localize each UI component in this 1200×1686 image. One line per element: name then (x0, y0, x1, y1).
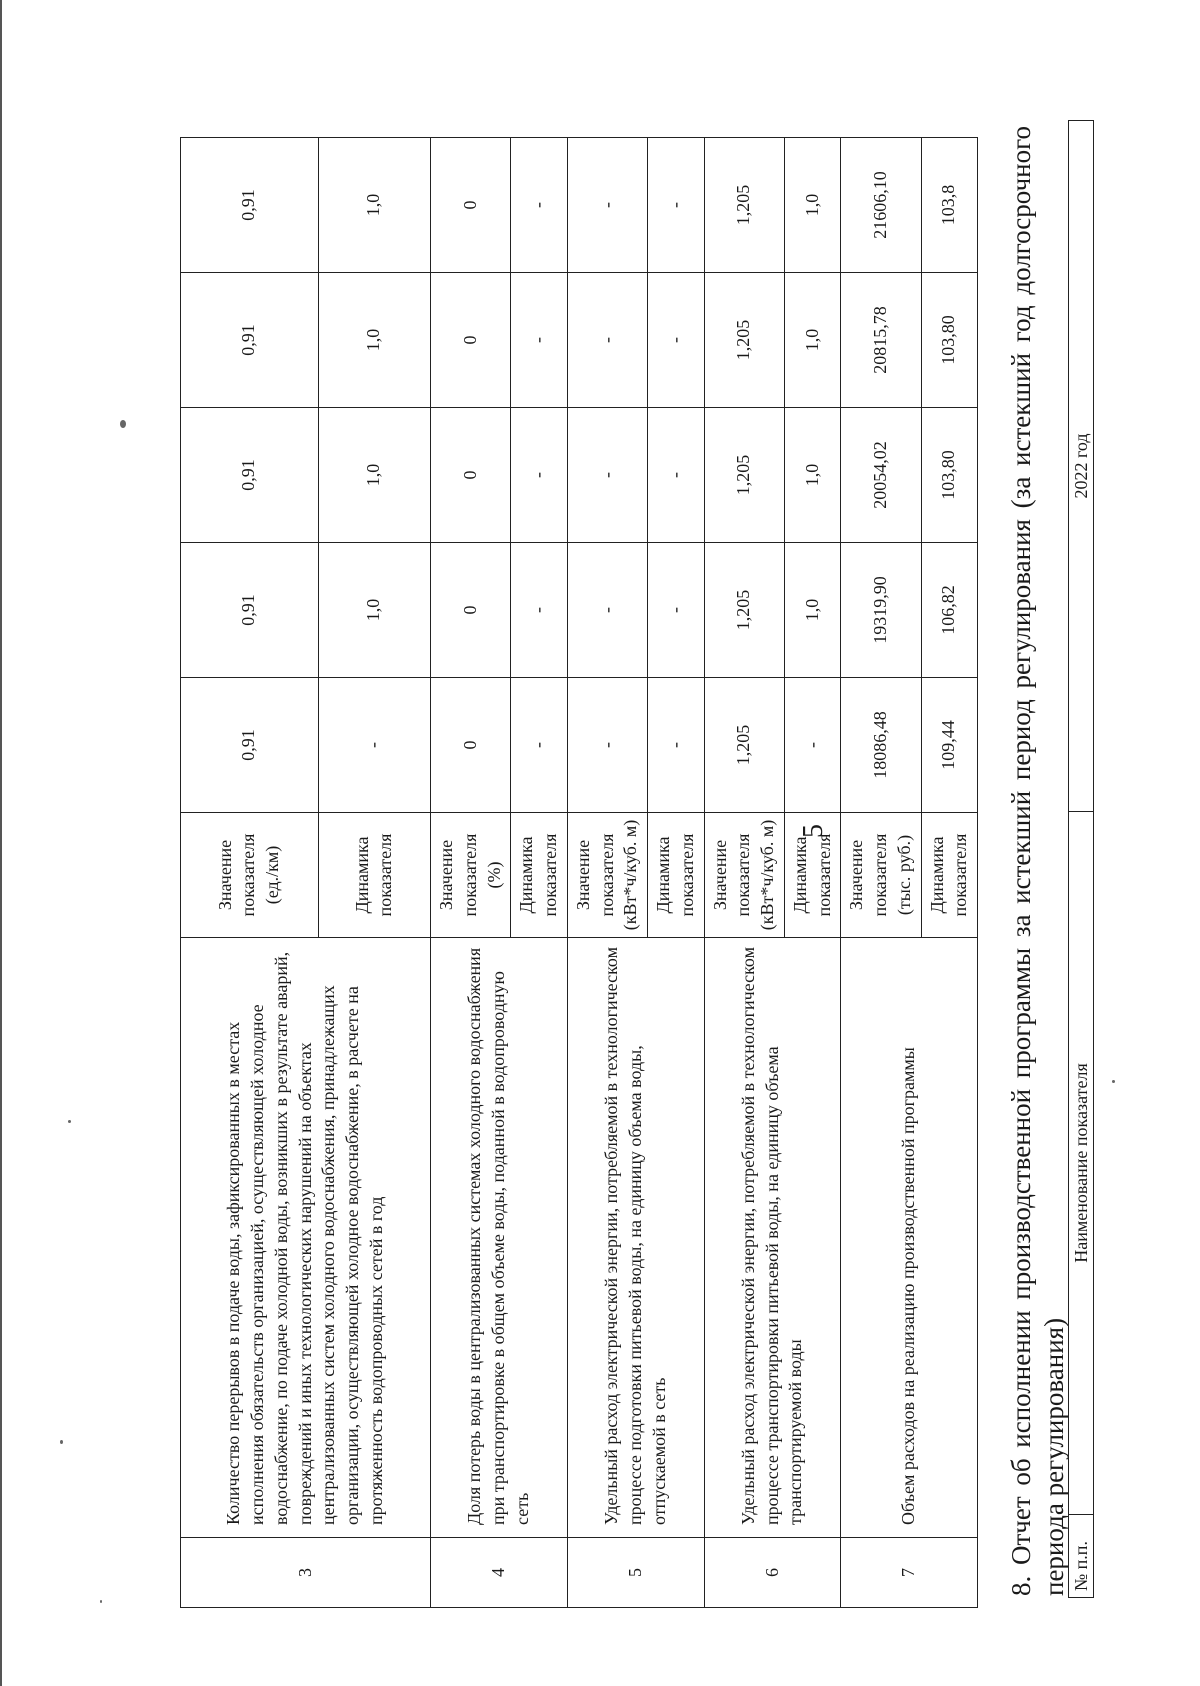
indicator-value: - (648, 678, 705, 813)
indicator-value: 0 (431, 408, 511, 543)
indicator-value: 1,205 (704, 273, 784, 408)
row-number: 5 (567, 1538, 704, 1608)
table-row (841, 138, 921, 1608)
indicator-value: 1,0 (318, 138, 431, 273)
row-number: 7 (841, 1538, 978, 1608)
indicator-value: 0 (431, 543, 511, 678)
indicator-value: - (648, 408, 705, 543)
indicator-value: 1,205 (704, 543, 784, 678)
col-name-header: Наименование показателя (1069, 812, 1094, 1515)
indicator-value: 1,0 (318, 543, 431, 678)
indicator-value: 1,205 (704, 138, 784, 273)
indicator-unit: Значение показателя (%) (431, 813, 511, 938)
table-header-row (1069, 121, 1094, 1598)
indicators-table (180, 137, 978, 1608)
indicator-value: 103,80 (921, 273, 978, 408)
indicator-value: 103,8 (921, 138, 978, 273)
indicator-value: - (648, 543, 705, 678)
indicator-value: - (567, 408, 647, 543)
indicator-value: - (567, 138, 647, 273)
indicator-value: 109,44 (921, 678, 978, 813)
indicator-value: 0 (431, 138, 511, 273)
indicator-name: Удельный расход электрической энергии, потребляемой в технологическом процессе транспортировки питьевой воды, на единицу объема транспортируемой воды (704, 938, 841, 1538)
section-heading: 8. Отчет об исполнении производственной программы за истекший период регулирования (за истекший год долгосрочного периода регулирования) (1006, 126, 1069, 1596)
indicator-value: - (648, 138, 705, 273)
indicator-name: Количество перерывов в подаче воды, зафиксированных в местах исполнения обязательств организацией, осуществляющей холодное водоснабжение, по подаче холодной воды, возникших в результате аварий, повреждений и иных технологических нарушений на объектах централизованных систем холодного водоснабжения, принадлежащих организации, осуществляющей холодное водоснабжение, в расчете на протяженность водопроводных сетей в год (181, 938, 431, 1538)
indicator-value: - (511, 138, 568, 273)
row-number: 3 (181, 1538, 431, 1608)
indicator-value: 20815,78 (841, 273, 921, 408)
indicator-value: 20054,02 (841, 408, 921, 543)
indicator-value: 0 (431, 678, 511, 813)
indicator-unit: Динамика показателя (511, 813, 568, 938)
indicator-value: 0,91 (181, 138, 319, 273)
indicator-value: 1,0 (784, 138, 841, 273)
indicator-value: 1,0 (318, 408, 431, 543)
indicator-value: 1,205 (704, 678, 784, 813)
indicator-unit: Значение показателя (кВт*ч/куб. м) (567, 813, 647, 938)
table-row (181, 138, 319, 1608)
indicator-value: - (567, 543, 647, 678)
indicator-unit: Динамика показателя (784, 813, 841, 938)
col-year-header: 2022 год (1069, 121, 1094, 812)
col-number-header: № п.п. (1069, 1515, 1094, 1598)
indicator-value: 0,91 (181, 543, 319, 678)
indicator-value: - (511, 408, 568, 543)
indicator-value: 21606,10 (841, 138, 921, 273)
indicator-name: Доля потерь воды в централизованных системах холодного водоснабжения при транспортировке в общем объеме воды, поданной в водопроводную сеть (431, 938, 568, 1538)
indicator-value: - (318, 678, 431, 813)
indicator-value: - (567, 678, 647, 813)
indicator-name: Объем расходов на реализацию производственной программы (841, 938, 978, 1538)
indicator-value: 1,0 (784, 273, 841, 408)
table-row (431, 138, 511, 1608)
indicator-value: - (648, 273, 705, 408)
indicator-value: 0,91 (181, 678, 319, 813)
row-number: 6 (704, 1538, 841, 1608)
report-table-header (1068, 120, 1094, 1598)
indicator-value: 18086,48 (841, 678, 921, 813)
indicator-name: Удельный расход электрической энергии, потребляемой в технологическом процессе подготовки питьевой воды, на единицу объема воды, отпускаемой в сеть (567, 938, 704, 1538)
page-number: 5 (798, 824, 829, 838)
table-row (567, 138, 647, 1608)
indicator-unit: Значение показателя (кВт*ч/куб. м) (704, 813, 784, 938)
indicator-value: - (511, 678, 568, 813)
indicator-value: 1,0 (318, 273, 431, 408)
indicator-value: - (784, 678, 841, 813)
indicator-value: 1,0 (784, 408, 841, 543)
indicator-unit: Динамика показателя (921, 813, 978, 938)
indicator-value: 19319,90 (841, 543, 921, 678)
indicator-value: 103,80 (921, 408, 978, 543)
indicator-value: 1,0 (784, 543, 841, 678)
row-number: 4 (431, 1538, 568, 1608)
indicator-value: - (511, 273, 568, 408)
indicator-value: 0 (431, 273, 511, 408)
indicator-value: 0,91 (181, 273, 319, 408)
indicator-unit: Динамика показателя (318, 813, 431, 938)
indicator-value: 0,91 (181, 408, 319, 543)
indicator-unit: Динамика показателя (648, 813, 705, 938)
indicator-value: - (511, 543, 568, 678)
indicator-value: 106,82 (921, 543, 978, 678)
table-row (704, 138, 784, 1608)
indicator-value: - (567, 273, 647, 408)
indicator-unit: Значение показателя (ед./км) (181, 813, 319, 938)
indicator-unit: Значение показателя (тыс. руб.) (841, 813, 921, 938)
indicator-value: 1,205 (704, 408, 784, 543)
